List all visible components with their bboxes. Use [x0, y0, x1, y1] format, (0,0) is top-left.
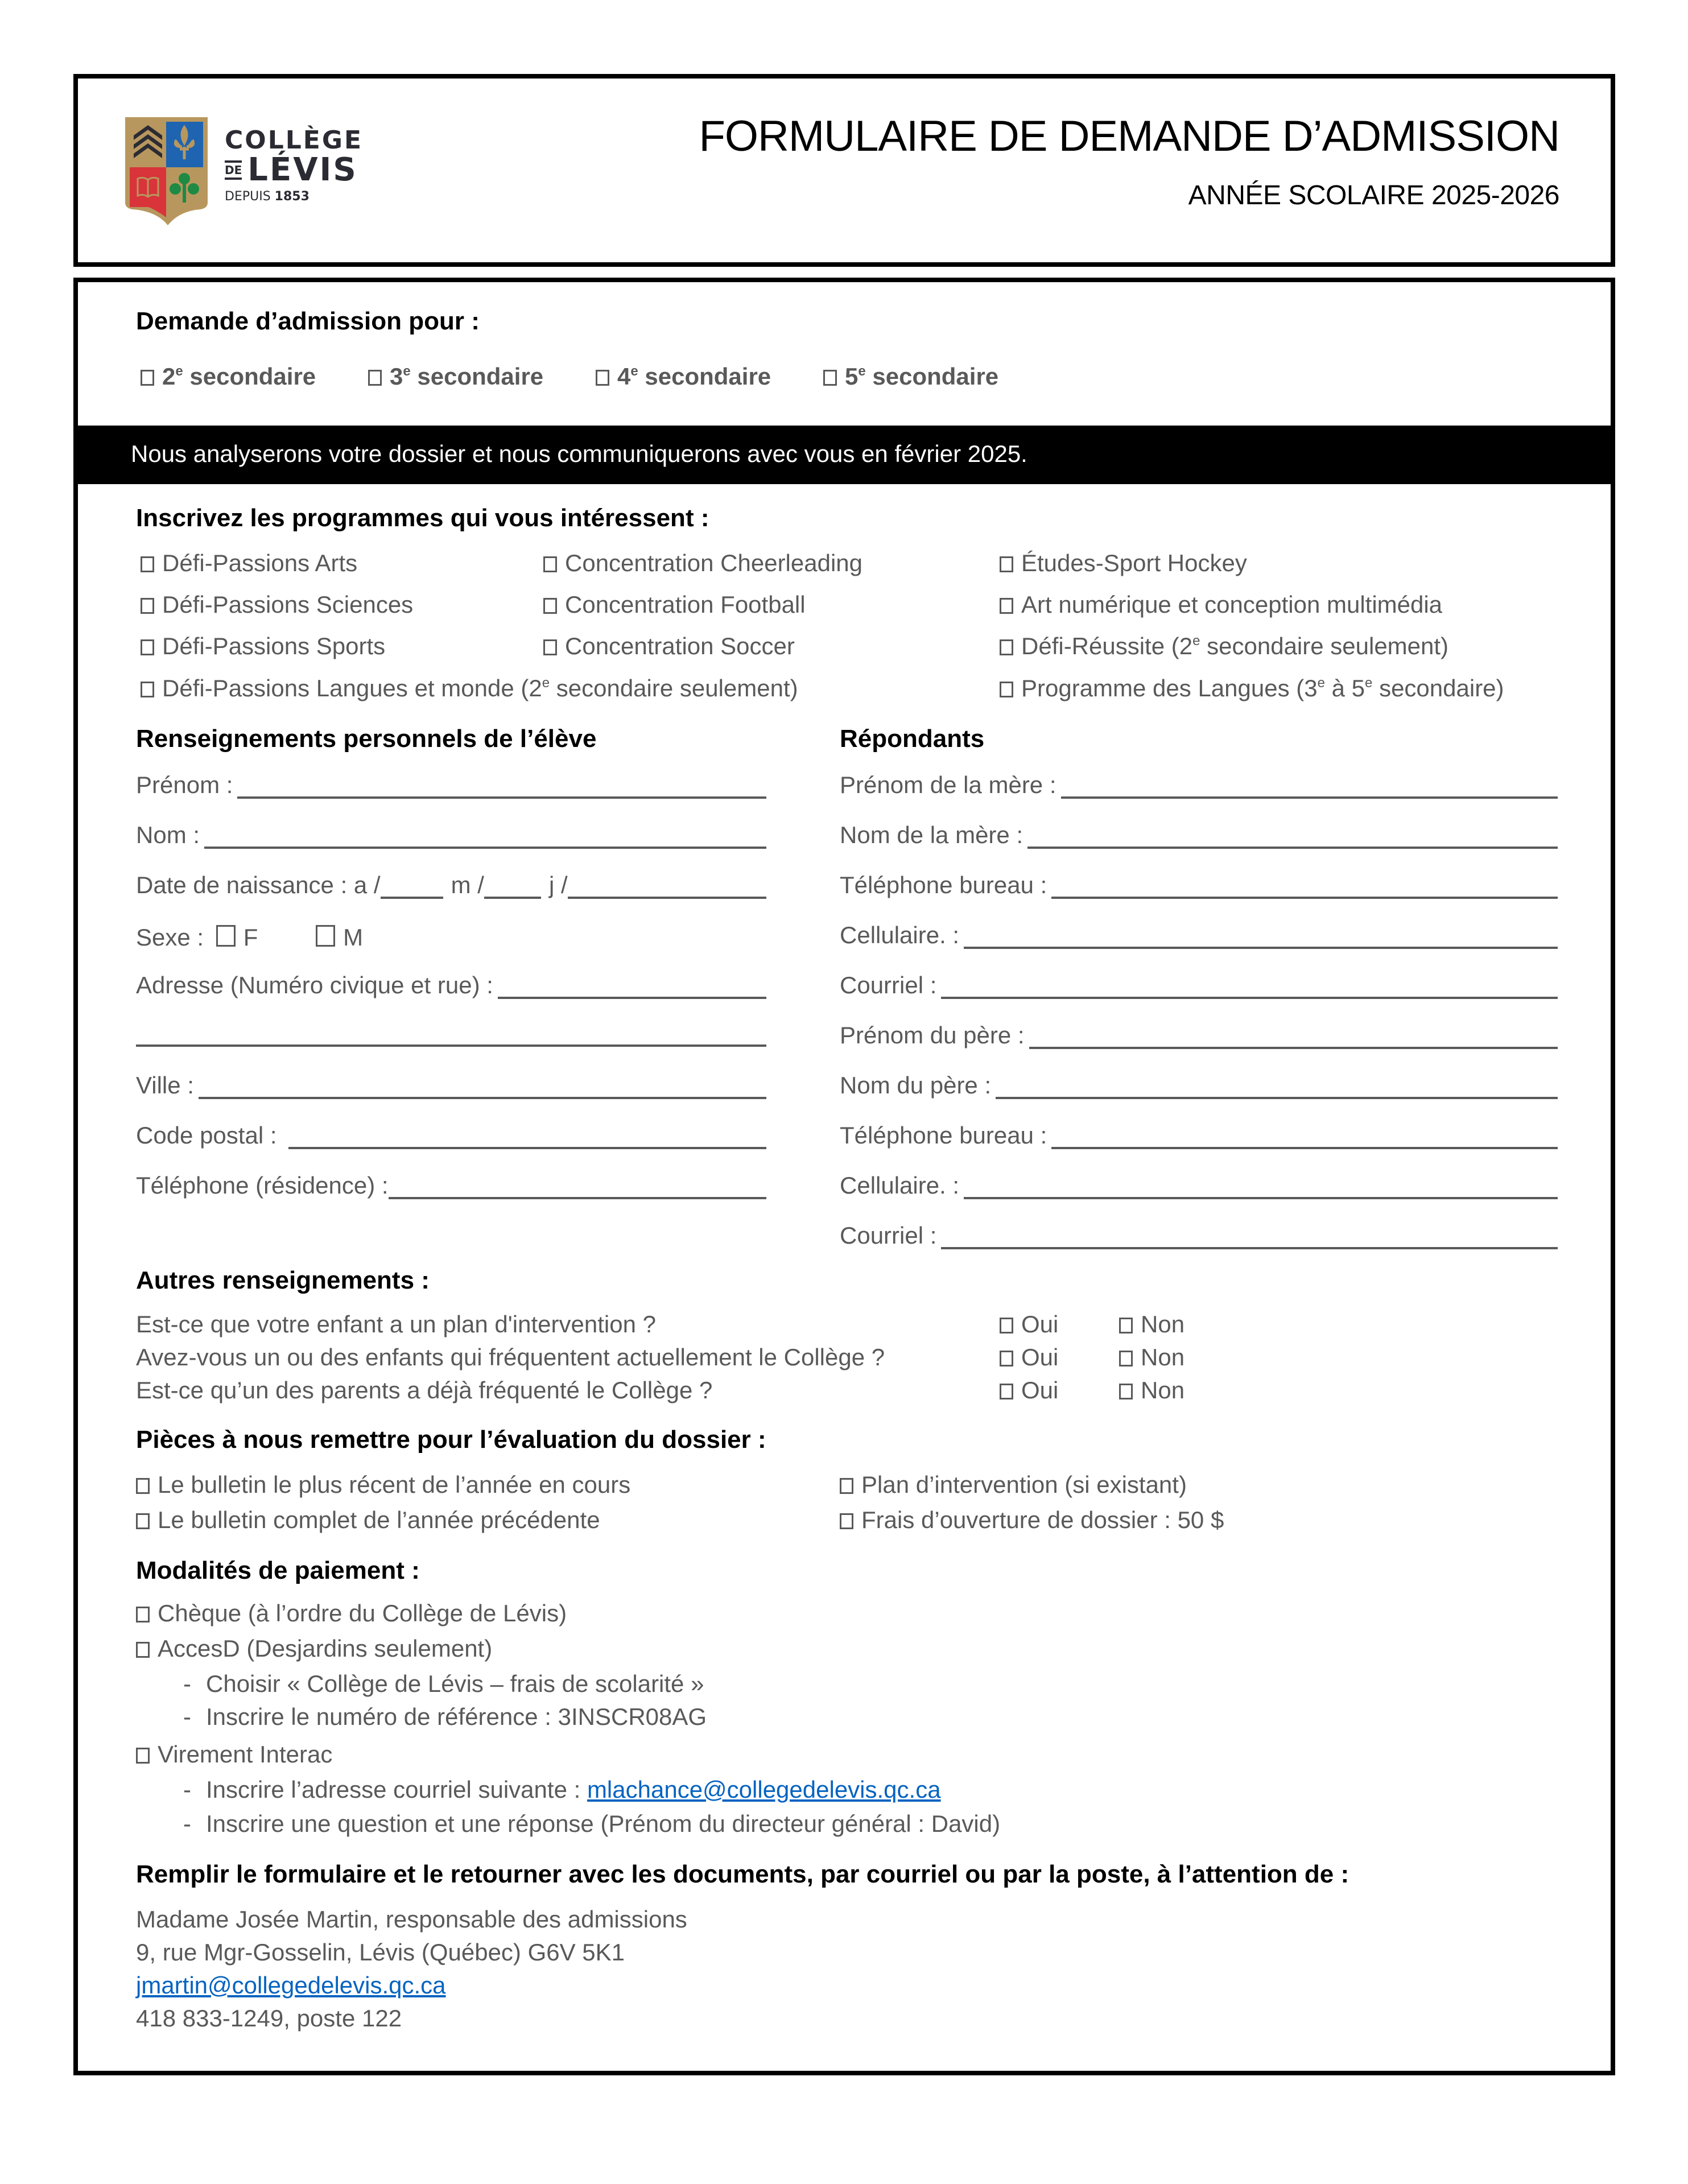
shield-crest-icon [125, 117, 208, 225]
checkbox[interactable] [840, 1513, 853, 1529]
mother-work-phone-input[interactable] [1051, 874, 1558, 899]
sex-m-checkbox[interactable] [316, 925, 335, 947]
notice-text: Nous analyserons votre dossier et nous communiquerons avec vous en février 2025. [131, 440, 1027, 467]
q1-yes[interactable]: Oui [1000, 1311, 1058, 1338]
checkbox[interactable] [136, 1607, 150, 1622]
wordmark-levis: LÉVIS [247, 151, 358, 188]
notice-banner [78, 426, 1611, 484]
checkbox[interactable] [141, 370, 154, 386]
checkbox[interactable] [1000, 556, 1013, 572]
q2-no[interactable]: Non [1119, 1344, 1185, 1371]
contact-phone: 418 833-1249, poste 122 [136, 2005, 402, 2032]
accesd-step: - Choisir « Collège de Lévis – frais de scolarité » [183, 1670, 704, 1697]
checkbox[interactable] [1000, 1351, 1013, 1366]
wordmark-since [225, 189, 363, 204]
father-email-input[interactable] [941, 1224, 1558, 1249]
q1-no[interactable]: Non [1119, 1311, 1185, 1338]
mother-first-name-field[interactable]: Prénom de la mère : [840, 771, 1558, 799]
document-title: FORMULAIRE DE DEMANDE D’ADMISSION [699, 112, 1559, 160]
mother-first-name-input[interactable] [1061, 774, 1558, 799]
q3-yes[interactable]: Oui [1000, 1377, 1058, 1404]
checkbox[interactable] [543, 598, 557, 614]
contact-address: 9, rue Mgr-Gosselin, Lévis (Québec) G6V 5K1 [136, 1939, 625, 1966]
mother-cell-field[interactable]: Cellulaire. : [840, 922, 1558, 949]
city-input[interactable] [199, 1074, 766, 1099]
checkbox[interactable] [596, 370, 609, 386]
program-option[interactable]: Concentration Football [543, 591, 806, 618]
other-info-heading: Autres renseignements : [136, 1266, 430, 1294]
father-email-field[interactable]: Courriel : [840, 1222, 1558, 1249]
checkbox[interactable] [136, 1513, 150, 1529]
father-work-phone-field[interactable]: Téléphone bureau : [840, 1122, 1558, 1149]
father-last-name-input[interactable] [996, 1074, 1558, 1099]
student-first-name-field[interactable]: Prénom : [136, 771, 766, 799]
program-option[interactable]: Défi-Passions Sciences [141, 591, 413, 618]
document-item[interactable]: Plan d’intervention (si existant) [840, 1471, 1187, 1498]
checkbox[interactable] [840, 1478, 853, 1494]
question-intervention-plan: Est-ce que votre enfant a un plan d'intervention ? [136, 1311, 656, 1337]
grade-option-4[interactable]: 4e secondaire [596, 363, 771, 390]
checkbox[interactable] [1000, 682, 1013, 697]
contact-name: Madame Josée Martin, responsable des admissions [136, 1906, 687, 1933]
checkbox[interactable] [1119, 1384, 1133, 1399]
accesd-step: - Inscrire le numéro de référence : 3INSCR08AG [183, 1703, 707, 1730]
payment-interac[interactable]: Virement Interac [136, 1741, 332, 1768]
postal-code-field[interactable]: Code postal : [136, 1122, 766, 1149]
checkbox[interactable] [141, 682, 154, 697]
mother-email-input[interactable] [941, 974, 1558, 999]
payment-cheque[interactable]: Chèque (à l’ordre du Collège de Lévis) [136, 1600, 567, 1627]
programs-heading: Inscrivez les programmes qui vous intéressent : [136, 504, 709, 532]
college-logo [125, 117, 370, 231]
birth-day-input[interactable] [568, 874, 766, 899]
checkbox[interactable] [1119, 1351, 1133, 1366]
school-year: ANNÉE SCOLAIRE 2025-2026 [1188, 180, 1559, 210]
checkbox[interactable] [136, 1642, 150, 1658]
birth-month-input[interactable] [484, 874, 541, 899]
interac-step: - Inscrire l’adresse courriel suivante : mlachance@collegedelevis.qc.ca [183, 1776, 941, 1803]
program-option[interactable]: Concentration Soccer [543, 633, 795, 660]
father-cell-input[interactable] [964, 1174, 1558, 1199]
checkbox[interactable] [543, 556, 557, 572]
question-siblings: Avez-vous un ou des enfants qui fréquentent actuellement le Collège ? [136, 1344, 885, 1370]
mother-work-phone-field[interactable]: Téléphone bureau : [840, 872, 1558, 899]
birth-year-input[interactable] [381, 874, 443, 899]
program-option[interactable]: Défi-Passions Arts [141, 550, 357, 577]
birth-date-field[interactable]: Date de naissance : a / m / j / [136, 872, 766, 899]
program-option[interactable]: Défi-Réussite (2e secondaire seulement) [1000, 633, 1448, 660]
father-last-name-field[interactable]: Nom du père : [840, 1072, 1558, 1099]
wordmark-de: DE [225, 160, 242, 180]
contact-email-link: jmartin@collegedelevis.qc.ca [136, 1972, 446, 1999]
document-item[interactable]: Le bulletin le plus récent de l’année en cours [136, 1471, 630, 1498]
program-option[interactable]: Programme des Langues (3e à 5e secondaire) [1000, 675, 1504, 702]
interac-email-link[interactable]: mlachance@collegedelevis.qc.ca [587, 1776, 941, 1803]
checkbox[interactable] [1000, 1318, 1013, 1333]
checkbox[interactable] [1000, 1384, 1013, 1399]
program-option[interactable]: Art numérique et conception multimédia [1000, 591, 1442, 618]
documents-heading: Pièces à nous remettre pour l’évaluation du dossier : [136, 1426, 766, 1454]
checkbox[interactable] [1000, 639, 1013, 655]
address-field[interactable]: Adresse (Numéro civique et rue) : [136, 972, 766, 999]
last-name-input[interactable] [204, 824, 766, 849]
college-wordmark [225, 127, 363, 204]
mother-cell-input[interactable] [964, 924, 1558, 949]
admission-heading: Demande d’admission pour : [136, 307, 480, 335]
sex-field: Sexe : F M [136, 924, 364, 951]
program-option[interactable]: Défi-Passions Sports [141, 633, 385, 660]
payment-heading: Modalités de paiement : [136, 1557, 420, 1584]
checkbox[interactable] [368, 370, 382, 386]
father-cell-field[interactable]: Cellulaire. : [840, 1172, 1558, 1199]
checkbox[interactable] [136, 1478, 150, 1494]
home-phone-field[interactable]: Téléphone (résidence) : [136, 1172, 766, 1199]
checkbox[interactable] [141, 598, 154, 614]
interac-step: - Inscrire une question et une réponse (Prénom du directeur général : David) [183, 1810, 1001, 1837]
mother-email-field[interactable]: Courriel : [840, 972, 1558, 999]
sex-f-checkbox[interactable] [216, 925, 236, 947]
grade-option-2[interactable]: 2e secondaire [141, 363, 316, 390]
q3-no[interactable]: Non [1119, 1377, 1185, 1404]
program-option[interactable]: Concentration Cheerleading [543, 550, 862, 577]
program-option[interactable]: Défi-Passions Langues et monde (2e secondaire seulement) [141, 675, 798, 702]
mother-last-name-input[interactable] [1027, 824, 1558, 849]
mother-last-name-field[interactable]: Nom de la mère : [840, 821, 1558, 849]
postal-code-input[interactable] [288, 1124, 767, 1149]
header-box [73, 74, 1615, 267]
q2-yes[interactable]: Oui [1000, 1344, 1058, 1371]
father-first-name-field[interactable]: Prénom du père : [840, 1022, 1558, 1049]
first-name-input[interactable] [237, 774, 766, 799]
student-info-heading: Renseignements personnels de l’élève [136, 725, 597, 753]
wordmark-depuis: DEPUIS [225, 189, 271, 204]
home-phone-input[interactable] [389, 1174, 766, 1199]
checkbox[interactable] [136, 1748, 150, 1764]
city-field[interactable]: Ville : [136, 1072, 766, 1099]
program-option[interactable]: Études-Sport Hockey [1000, 550, 1247, 577]
wordmark-college: COLLÈGE [225, 126, 363, 155]
father-work-phone-input[interactable] [1051, 1124, 1558, 1149]
main-form-box [73, 278, 1615, 2075]
father-first-name-input[interactable] [1029, 1024, 1558, 1049]
address-line2-field[interactable] [136, 1022, 766, 1047]
question-parents-alumni: Est-ce qu’un des parents a déjà fréquenté le Collège ? [136, 1377, 713, 1403]
document-item[interactable]: Le bulletin complet de l’année précédente [136, 1506, 600, 1534]
checkbox[interactable] [141, 556, 154, 572]
wordmark-year: 1853 [274, 189, 309, 204]
document-item[interactable]: Frais d’ouverture de dossier : 50 $ [840, 1506, 1224, 1534]
return-heading: Remplir le formulaire et le retourner avec les documents, par courriel ou par la poste, à l’attention de : [136, 1860, 1349, 1888]
respondents-heading: Répondants [840, 725, 985, 753]
student-last-name-field[interactable]: Nom : [136, 821, 766, 849]
payment-accesd[interactable]: AccesD (Desjardins seulement) [136, 1635, 492, 1662]
checkbox[interactable] [141, 639, 154, 655]
checkbox[interactable] [1119, 1318, 1133, 1333]
address-input[interactable] [498, 974, 766, 999]
grade-option-5[interactable]: 5e secondaire [823, 363, 998, 390]
checkbox[interactable] [823, 370, 837, 386]
checkbox[interactable] [1000, 598, 1013, 614]
checkbox[interactable] [543, 639, 557, 655]
grade-option-3[interactable]: 3e secondaire [368, 363, 543, 390]
address-line2-input[interactable] [136, 1022, 766, 1047]
